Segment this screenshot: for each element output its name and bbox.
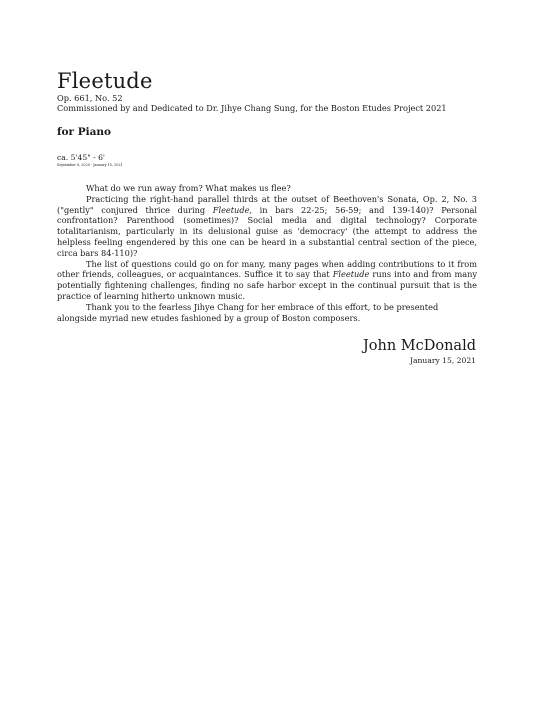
paragraph-1 [57,183,477,194]
paragraph-3-title-italic: Fleetude [332,269,370,280]
paragraph-4-text: Thank you to the fearless Jihye Chang for her embrace of this effort, to be presented alongside myriad new etudes fashioned by a group of Boston composers. [57,301,439,323]
paragraph-4 [57,302,477,324]
paragraph-3-text-a: The list of questions could go on for many, many pages when adding contributions to it from other friends, colleagues, or acquaintances. Suffice it to say that [57,258,477,280]
composition-dates: September 8, 2020 - January 15, 2021 [57,163,123,167]
paragraph-1-text: What do we run away from? What makes us flee? [86,183,291,193]
piece-title: Fleetude [57,69,153,93]
duration: ca. 5'45" - 6' [57,153,105,162]
program-note [57,183,477,323]
paragraph-2-title-italic: Fleetude, [212,204,253,215]
paragraph-3 [57,259,477,302]
opus-number: Op. 661, No. 52 [57,93,123,103]
paragraph-2 [57,194,477,259]
signature-name: John McDonald [362,338,476,354]
paragraph-2-text-b: in bars 22-25; 56-59; and 139-140)? Personal confrontation? Parenthood (sometimes)? Social media and digital technology? Corporate totalitarianism, particularly in its delusional guise as 'democracy' (the attempt to address the helpless feeling engendered by this one can be heard in a substantial central section of the piece, circa bars 84-110)? [57,204,477,258]
paragraph-3-text-b: runs into and from many potentially fightening challenges, finding no safe harbor except in the continual pursuit that is the practice of learning hitherto unknown music. [57,269,477,301]
signature-date: January 15, 2021 [409,356,476,365]
paragraph-2-text-a: Practicing the right-hand parallel thirds at the outset of Beethoven's Sonata, Op. 2, No. 3 ("gently" conjured thrice during [57,193,477,215]
instrumentation: for Piano [57,126,112,138]
commission-line: Commissioned by and Dedicated to Dr. Jihye Chang Sung, for the Boston Etudes Project 2021 [57,103,447,113]
